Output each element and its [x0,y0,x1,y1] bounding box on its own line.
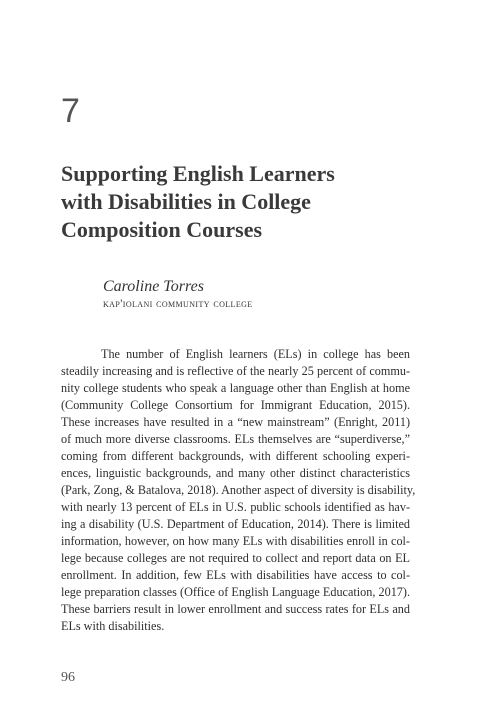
body-line: ences, linguistic backgrounds, and many other distinct characteristics [61,466,410,480]
body-line: ing a disability (U.S. Department of Education, 2014). There is limited [61,517,410,531]
chapter-title-line: Supporting English Learners [61,161,335,186]
body-line: (Park, Zong, & Batalova, 2018). Another aspect of diversity is disability, [61,483,416,497]
body-line: nity college students who speak a language other than English at home [61,381,410,395]
page-number: 96 [61,670,75,685]
body-line: These increases have resulted in a “new mainstream” (Enright, 2011) [61,415,410,429]
body-line: The number of English learners (ELs) in college has been [101,347,410,361]
chapter-title-line: Composition Courses [61,217,263,242]
chapter-number: 7 [61,92,80,130]
body-line: of much more diverse classrooms. ELs themselves are “superdiverse,” [61,432,410,446]
body-line: with nearly 13 percent of ELs in U.S. public schools identified as hav- [61,500,410,514]
body-line: (Community College Consortium for Immigrant Education, 2015). [61,398,410,412]
chapter-title-line: with Disabilities in College [61,189,311,214]
author-affiliation: kap'iolani community college [103,296,253,310]
body-line: These barriers result in lower enrollment and success rates for ELs and [61,602,410,616]
author-name: Caroline Torres [103,278,204,295]
body-line: lege because colleges are not required to collect and report data on EL [61,551,410,565]
body-line: information, however, on how many ELs with disabilities enroll in col- [61,534,410,548]
body-paragraph [61,346,416,635]
body-line: steadily increasing and is reflective of the nearly 25 percent of commu- [61,364,410,378]
body-line: coming from different backgrounds, with different schooling experi- [61,449,410,463]
body-line: lege preparation classes (Office of English Language Education, 2017). [61,585,410,599]
body-line: ELs with disabilities. [61,619,165,633]
chapter-title [61,160,421,244]
body-line: enrollment. In addition, few ELs with disabilities have access to col- [61,568,410,582]
